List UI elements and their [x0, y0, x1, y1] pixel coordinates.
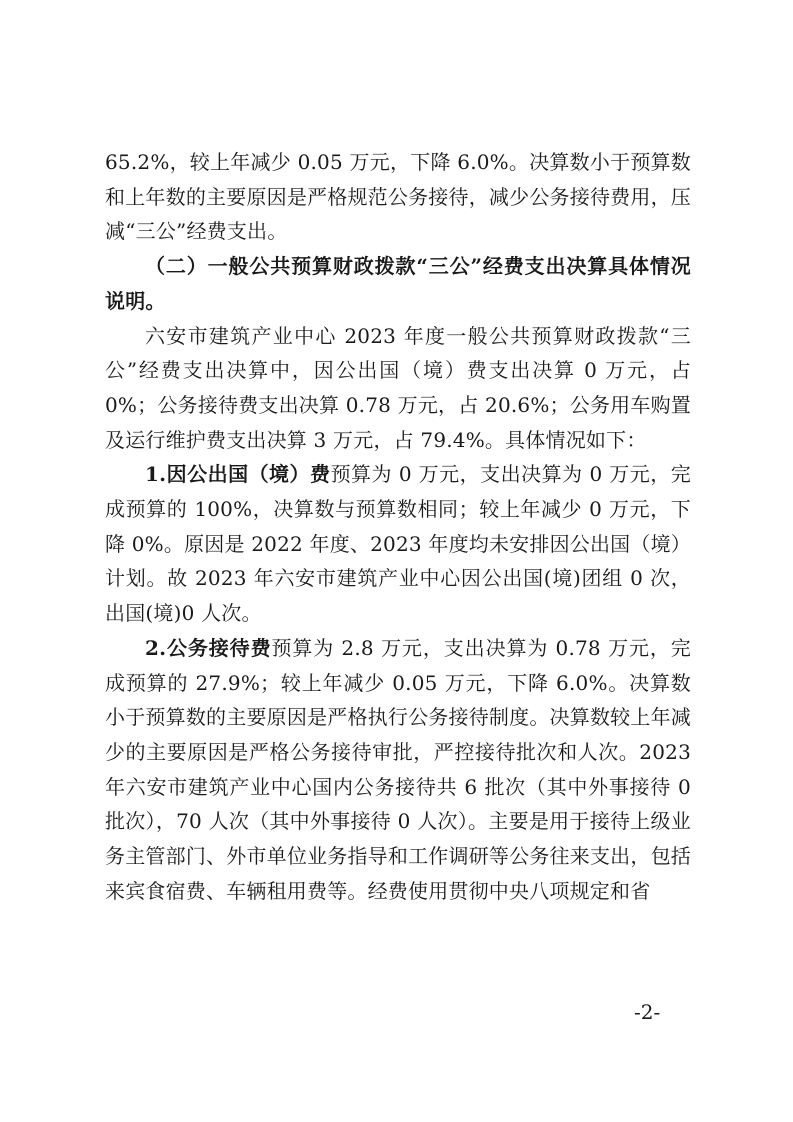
paragraph-summary [105, 319, 691, 458]
page-number: -2- [634, 1000, 661, 1024]
paragraph-text: 65.2%，较上年减少 0.05 万元，下降 6.0%。决算数小于预算数和上年数的主要原因是严格规范公务接待，减少公务接待费用，压减“三公”经费支出。 [105, 150, 691, 244]
section-heading-text: （二）一般公共预算财政拨款“三公”经费支出决算具体情况说明。 [105, 254, 691, 313]
paragraph-overseas-travel [105, 457, 691, 631]
paragraph-text: 六安市建筑产业中心 2023 年度一般公共预算财政拨款“三公”经费支出决算中，因公出国（境）费支出决算 0 万元，占 0%；公务接待费支出决算 0.78 万元，占 20.6%；公务用车购置及运行维护费支出决算 3 万元，占 79.4%。具体情况如下： [105, 323, 691, 452]
paragraph-text: 预算为 2.8 万元，支出决算为 0.78 万元，完成预算的 27.9%；较上年减少 0.05 万元，下降 6.0%。决算数小于预算数的主要原因是严格执行公务接待制度。决算数较上年减少的主要原因是严格公务接待审批，严控接待批次和人次。2023 年六安市建筑产业中心国内公务接待共 6 批次（其中外事接待 0 批次），70 人次（其中外事接待 0 人次）。主要是用于接待上级业务主管部门、外市单位业务指导和工作调研等公务往来支出，包括来宾食宿费、车辆租用费等。经费使用贯彻中央八项规定和省 [105, 635, 691, 903]
section-heading [105, 249, 691, 318]
paragraph-continuation [105, 145, 691, 249]
item-heading: 1.因公出国（境）费 [145, 462, 331, 487]
paragraph-text: 预算为 0 万元，支出决算为 0 万元，完成预算的 100%，决算数与预算数相同；较上年减少 0 万元，下降 0%。原因是 2022 年度、2023 年度均未安排因公出国（境）计划。故 2023 年六安市建筑产业中心因公出国(境)团组 0 次，出国(境)0 人次。 [105, 462, 691, 626]
item-heading: 2.公务接待费 [145, 635, 272, 660]
paragraph-official-reception [105, 631, 691, 909]
document-body [105, 145, 691, 908]
